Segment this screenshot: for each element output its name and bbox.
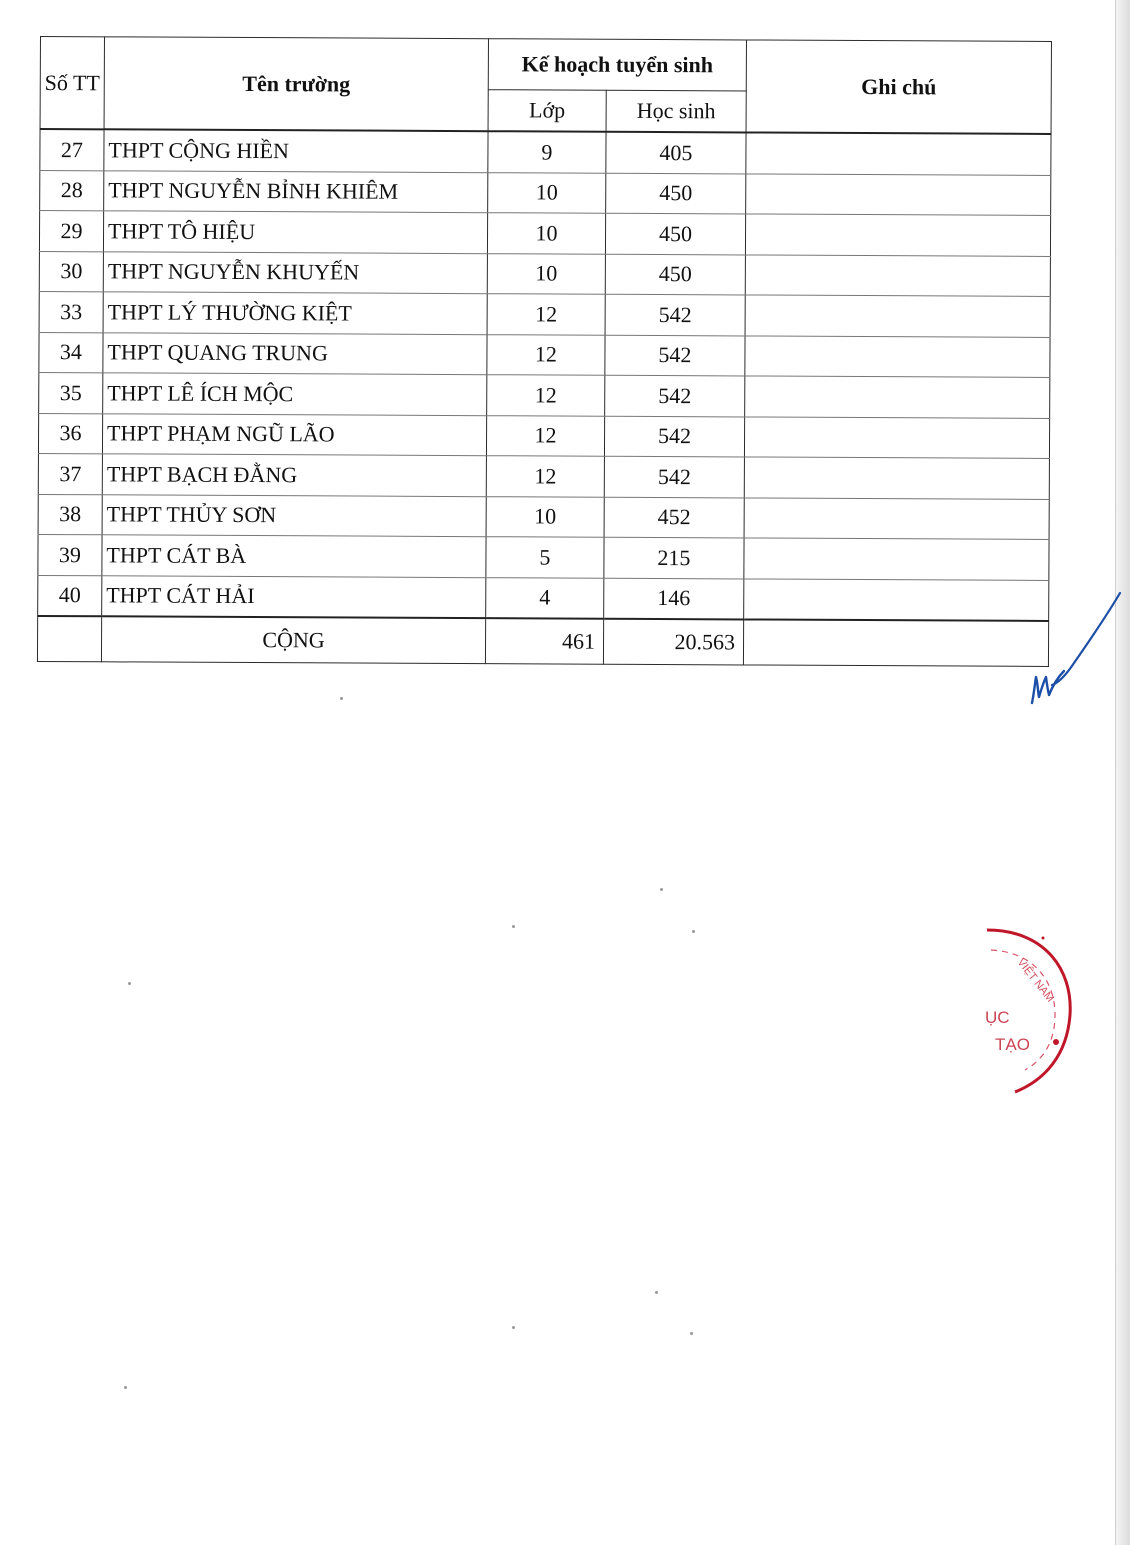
- class-count: 4: [486, 577, 604, 619]
- total-empty-cell: [37, 616, 101, 662]
- school-name: THPT CỘNG HIỀN: [104, 129, 488, 172]
- header-school-name: Tên trường: [104, 37, 488, 131]
- table-row: [40, 170, 1051, 215]
- table-row: [39, 332, 1050, 377]
- row-number: 34: [39, 332, 103, 373]
- total-note-cell: [743, 619, 1048, 666]
- student-count: 146: [604, 578, 744, 620]
- school-name: THPT QUANG TRUNG: [103, 332, 487, 374]
- school-name: THPT LÝ THƯỜNG KIỆT: [103, 292, 487, 334]
- table-row: [38, 494, 1049, 539]
- row-number: 35: [39, 372, 103, 413]
- note-cell: [746, 173, 1051, 215]
- header-classes: Lớp: [488, 90, 606, 132]
- scan-speck: [340, 697, 343, 700]
- scan-speck: [655, 1291, 658, 1294]
- student-count: 542: [605, 294, 745, 335]
- note-cell: [744, 497, 1049, 539]
- class-count: 10: [487, 213, 605, 254]
- scan-speck: [124, 1386, 127, 1389]
- svg-text:ỤC: ỤC: [985, 1008, 1010, 1027]
- student-count: 405: [606, 132, 746, 174]
- student-count: 542: [605, 335, 745, 376]
- table-row: [39, 251, 1050, 296]
- note-cell: [745, 254, 1050, 296]
- class-count: 10: [486, 496, 604, 537]
- table-row: [39, 372, 1050, 417]
- class-count: 12: [486, 456, 604, 497]
- note-cell: [744, 416, 1049, 458]
- student-count: 542: [605, 375, 745, 416]
- class-count: 5: [486, 537, 604, 578]
- school-name: THPT THỦY SƠN: [102, 494, 486, 536]
- row-number: 33: [39, 291, 103, 332]
- class-count: 12: [487, 294, 605, 335]
- student-count: 452: [604, 497, 744, 538]
- table-row: [38, 575, 1049, 621]
- table-row: [38, 413, 1049, 458]
- student-count: 450: [605, 213, 745, 254]
- table-body: [37, 129, 1051, 666]
- note-cell: [745, 335, 1050, 377]
- svg-text:VIỆT NAM: VIỆT NAM: [1014, 956, 1056, 1005]
- note-cell: [745, 214, 1050, 256]
- school-name: THPT CÁT BÀ: [102, 535, 486, 577]
- page-edge-shadow: [1115, 0, 1130, 1545]
- enrollment-plan-table: [37, 36, 1052, 667]
- school-name: THPT BẠCH ĐẰNG: [102, 454, 486, 496]
- row-number: 27: [40, 129, 104, 170]
- class-count: 9: [488, 131, 606, 173]
- table-row: [39, 211, 1050, 256]
- school-name: THPT NGUYỄN KHUYẾN: [103, 251, 487, 293]
- row-number: 39: [38, 534, 102, 575]
- table-row: [39, 291, 1050, 336]
- header-number: Số TT: [40, 37, 104, 130]
- student-count: 542: [604, 456, 744, 497]
- note-cell: [744, 538, 1049, 580]
- scan-speck: [128, 982, 131, 985]
- row-number: 40: [38, 575, 102, 616]
- student-count: 450: [606, 173, 746, 214]
- student-count: 542: [604, 416, 744, 457]
- student-count: 215: [604, 537, 744, 578]
- total-row: [37, 616, 1048, 666]
- note-cell: [745, 295, 1050, 337]
- school-name: THPT TÔ HIỆU: [103, 211, 487, 253]
- total-label: CỘNG: [101, 616, 485, 663]
- total-students: 20.563: [603, 619, 743, 665]
- note-cell: [745, 376, 1050, 418]
- school-name: THPT CÁT HẢI: [102, 575, 486, 618]
- scan-speck: [660, 888, 663, 891]
- row-number: 38: [38, 494, 102, 535]
- enrollment-plan-table-wrapper: [37, 36, 1051, 667]
- school-name: THPT LÊ ÍCH MỘC: [103, 373, 487, 415]
- class-count: 10: [488, 172, 606, 213]
- school-name: THPT NGUYỄN BỈNH KHIÊM: [104, 170, 488, 212]
- header-students: Học sinh: [606, 90, 746, 132]
- scan-speck: [692, 930, 695, 933]
- class-count: 12: [487, 375, 605, 416]
- official-red-stamp: [955, 920, 1115, 1110]
- scan-speck: [512, 1326, 515, 1329]
- class-count: 10: [487, 253, 605, 294]
- row-number: 29: [39, 211, 103, 252]
- student-count: 450: [605, 254, 745, 295]
- table-row: [38, 453, 1049, 498]
- class-count: 12: [487, 334, 605, 375]
- total-classes: 461: [485, 618, 603, 664]
- note-cell: [746, 132, 1051, 174]
- row-number: 28: [40, 170, 104, 211]
- school-name: THPT PHẠM NGŨ LÃO: [102, 413, 486, 455]
- table-row: [40, 129, 1051, 175]
- header-enrollment-plan: Kế hoạch tuyển sinh: [488, 39, 746, 91]
- scan-speck: [690, 1332, 693, 1335]
- svg-text:TẠO: TẠO: [995, 1035, 1030, 1054]
- row-number: 36: [38, 413, 102, 454]
- header-note: Ghi chú: [746, 40, 1051, 134]
- row-number: 37: [38, 453, 102, 494]
- note-cell: [744, 457, 1049, 499]
- row-number: 30: [39, 251, 103, 292]
- note-cell: [744, 578, 1049, 620]
- handwritten-signature: [1022, 585, 1130, 715]
- table-row: [38, 534, 1049, 579]
- table-header: [40, 37, 1051, 134]
- class-count: 12: [486, 415, 604, 456]
- scan-speck: [512, 925, 515, 928]
